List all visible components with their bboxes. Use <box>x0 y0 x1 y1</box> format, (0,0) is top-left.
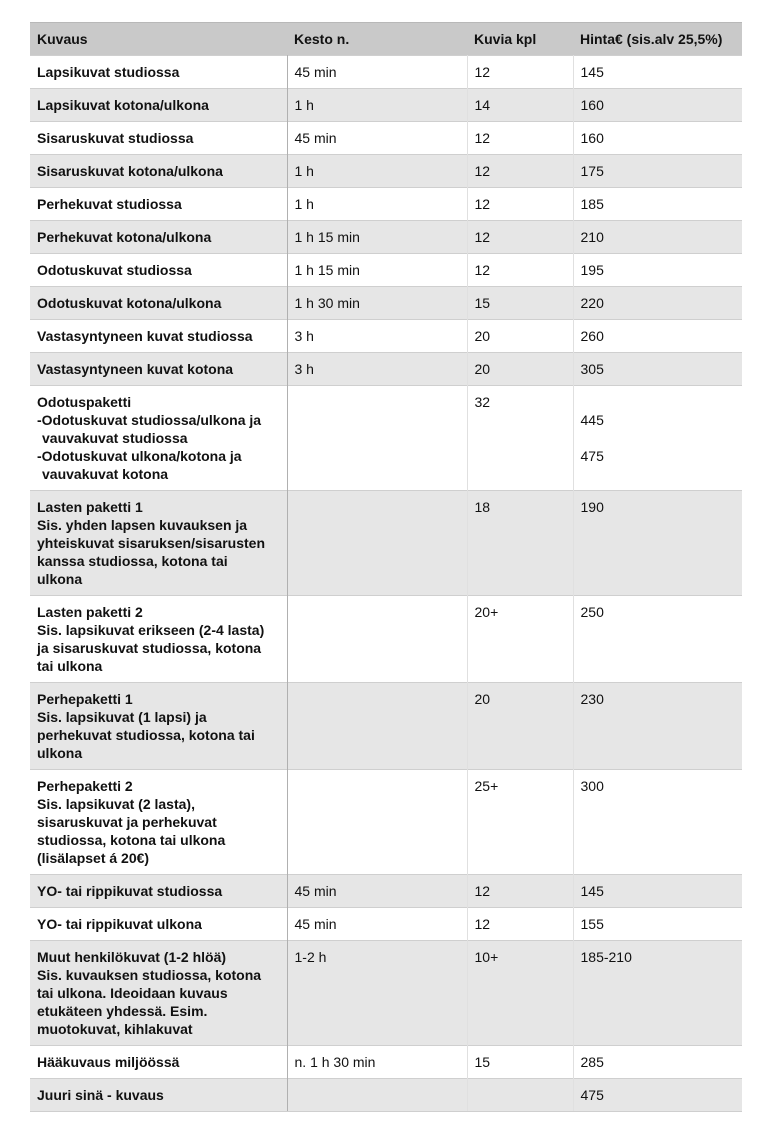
table-row <box>30 287 742 320</box>
table-row <box>30 320 742 353</box>
cell-duration: n. 1 h 30 min <box>287 1046 467 1079</box>
description-line: Vastasyntyneen kuvat studiossa <box>37 328 253 344</box>
cell-duration: 45 min <box>287 908 467 941</box>
price-table <box>30 22 742 1112</box>
cell-price <box>573 155 742 188</box>
price-value: 305 <box>580 361 604 377</box>
description-line: Perhepaketti 2 <box>37 778 133 794</box>
cell-description <box>30 386 287 491</box>
cell-pictures: 15 <box>467 287 573 320</box>
description-line: Perhepaketti 1 <box>37 691 133 707</box>
price-value: 475 <box>580 448 604 464</box>
description-line: etukäteen yhdessä. Esim. <box>37 1003 208 1019</box>
cell-description <box>30 254 287 287</box>
table-row <box>30 122 742 155</box>
description-line: Lasten paketti 2 <box>37 604 143 620</box>
description-line: Perhekuvat kotona/ulkona <box>37 229 212 245</box>
description-line: tai ulkona <box>37 658 103 674</box>
description-line: Juuri sinä - kuvaus <box>37 1087 164 1103</box>
description-line: Muut henkilökuvat (1-2 hlöä) <box>37 949 227 965</box>
description-line: perhekuvat studiossa, kotona tai <box>37 727 255 743</box>
description-line: Sisaruskuvat kotona/ulkona <box>37 163 223 179</box>
price-value: 210 <box>580 229 604 245</box>
table-row <box>30 188 742 221</box>
table-header <box>30 23 742 56</box>
cell-duration: 1-2 h <box>287 941 467 1046</box>
table-row <box>30 155 742 188</box>
price-value: 475 <box>580 1087 604 1103</box>
description-line: Perhekuvat studiossa <box>37 196 182 212</box>
cell-price <box>573 875 742 908</box>
cell-duration: 1 h <box>287 188 467 221</box>
price-value: 260 <box>580 328 604 344</box>
cell-description <box>30 353 287 386</box>
description-line: Odotuspaketti <box>37 394 132 410</box>
cell-duration: 1 h <box>287 89 467 122</box>
header-duration: Kesto n. <box>287 23 467 56</box>
cell-description <box>30 221 287 254</box>
description-line: -Odotuskuvat ulkona/kotona ja <box>37 448 242 464</box>
cell-duration <box>287 1079 467 1112</box>
cell-description <box>30 56 287 89</box>
cell-price <box>573 386 742 491</box>
cell-price <box>573 287 742 320</box>
cell-price <box>573 908 742 941</box>
cell-pictures: 14 <box>467 89 573 122</box>
cell-description <box>30 1046 287 1079</box>
cell-description <box>30 287 287 320</box>
cell-pictures: 12 <box>467 221 573 254</box>
header-description: Kuvaus <box>30 23 287 56</box>
cell-description <box>30 908 287 941</box>
table-row <box>30 221 742 254</box>
price-value: 250 <box>580 604 604 620</box>
table-row <box>30 1079 742 1112</box>
cell-price <box>573 254 742 287</box>
cell-description <box>30 89 287 122</box>
cell-duration <box>287 386 467 491</box>
cell-price <box>573 353 742 386</box>
cell-price <box>573 941 742 1046</box>
cell-description <box>30 1079 287 1112</box>
description-line: Lasten paketti 1 <box>37 499 143 515</box>
description-line: -Odotuskuvat studiossa/ulkona ja <box>37 412 262 428</box>
cell-pictures: 15 <box>467 1046 573 1079</box>
cell-description <box>30 596 287 683</box>
cell-duration: 1 h 30 min <box>287 287 467 320</box>
header-row <box>30 23 742 56</box>
description-line: ja sisaruskuvat studiossa, kotona <box>37 640 262 656</box>
header-pictures: Kuvia kpl <box>467 23 573 56</box>
cell-price <box>573 320 742 353</box>
cell-duration: 1 h <box>287 155 467 188</box>
price-value <box>581 429 736 447</box>
cell-pictures: 18 <box>467 491 573 596</box>
price-value: 175 <box>580 163 604 179</box>
cell-description <box>30 683 287 770</box>
cell-duration: 3 h <box>287 353 467 386</box>
price-value: 145 <box>580 64 604 80</box>
description-line: sisaruskuvat ja perhekuvat <box>37 814 217 830</box>
cell-price <box>573 221 742 254</box>
cell-price <box>573 1079 742 1112</box>
table-row <box>30 908 742 941</box>
cell-price <box>573 596 742 683</box>
cell-description <box>30 941 287 1046</box>
cell-pictures: 12 <box>467 155 573 188</box>
description-line: vauvakuvat studiossa <box>42 430 188 446</box>
cell-pictures: 20 <box>467 683 573 770</box>
cell-duration <box>287 770 467 875</box>
header-price: Hinta€ (sis.alv 25,5%) <box>573 23 742 56</box>
description-line: kanssa studiossa, kotona tai <box>37 553 228 569</box>
cell-pictures: 12 <box>467 122 573 155</box>
description-line: Sis. lapsikuvat (1 lapsi) ja <box>37 709 207 725</box>
cell-pictures: 12 <box>467 254 573 287</box>
table-row <box>30 254 742 287</box>
cell-description <box>30 770 287 875</box>
cell-pictures: 12 <box>467 875 573 908</box>
table-row <box>30 875 742 908</box>
description-line: (lisälapset á 20€) <box>37 850 150 866</box>
cell-duration: 45 min <box>287 122 467 155</box>
table-row <box>30 491 742 596</box>
cell-pictures: 10+ <box>467 941 573 1046</box>
description-line: Sis. lapsikuvat (2 lasta), <box>37 796 195 812</box>
cell-price <box>573 770 742 875</box>
cell-pictures: 25+ <box>467 770 573 875</box>
table-row <box>30 386 742 491</box>
description-line: YO- tai rippikuvat studiossa <box>37 883 223 899</box>
cell-price <box>573 56 742 89</box>
price-value: 145 <box>580 883 604 899</box>
cell-pictures: 20 <box>467 320 573 353</box>
cell-pictures <box>467 1079 573 1112</box>
description-line: Odotuskuvat kotona/ulkona <box>37 295 222 311</box>
table-body <box>30 56 742 1112</box>
price-value: 155 <box>580 916 604 932</box>
description-line: Lapsikuvat kotona/ulkona <box>37 97 209 113</box>
description-line: Hääkuvaus miljöössä <box>37 1054 180 1070</box>
table-row <box>30 1046 742 1079</box>
cell-description <box>30 122 287 155</box>
description-line: studiossa, kotona tai ulkona <box>37 832 226 848</box>
cell-duration <box>287 596 467 683</box>
description-line: ulkona <box>37 571 83 587</box>
cell-price <box>573 491 742 596</box>
price-value: 185-210 <box>580 949 632 965</box>
price-value: 160 <box>580 130 604 146</box>
price-value: 220 <box>580 295 604 311</box>
cell-pictures: 12 <box>467 56 573 89</box>
cell-pictures: 12 <box>467 908 573 941</box>
description-line: Odotuskuvat studiossa <box>37 262 192 278</box>
description-line: Sisaruskuvat studiossa <box>37 130 194 146</box>
cell-price <box>573 188 742 221</box>
description-line: Sis. kuvauksen studiossa, kotona <box>37 967 262 983</box>
price-value: 285 <box>580 1054 604 1070</box>
description-line: vauvakuvat kotona <box>42 466 169 482</box>
cell-price <box>573 1046 742 1079</box>
cell-price <box>573 683 742 770</box>
cell-duration: 1 h 15 min <box>287 221 467 254</box>
cell-price <box>573 89 742 122</box>
price-value: 300 <box>580 778 604 794</box>
cell-duration <box>287 683 467 770</box>
price-value: 190 <box>580 499 604 515</box>
description-line: Sis. lapsikuvat erikseen (2-4 lasta) <box>37 622 265 638</box>
cell-description <box>30 875 287 908</box>
cell-description <box>30 155 287 188</box>
cell-description <box>30 320 287 353</box>
price-value: 185 <box>580 196 604 212</box>
price-value: 230 <box>580 691 604 707</box>
description-line: YO- tai rippikuvat ulkona <box>37 916 202 932</box>
cell-duration: 1 h 15 min <box>287 254 467 287</box>
description-line: Lapsikuvat studiossa <box>37 64 180 80</box>
description-line: Sis. yhden lapsen kuvauksen ja <box>37 517 248 533</box>
cell-price <box>573 122 742 155</box>
cell-duration: 3 h <box>287 320 467 353</box>
cell-duration: 45 min <box>287 875 467 908</box>
table-row <box>30 770 742 875</box>
table-row <box>30 941 742 1046</box>
price-value <box>581 393 736 411</box>
cell-pictures: 12 <box>467 188 573 221</box>
description-line: tai ulkona. Ideoidaan kuvaus <box>37 985 228 1001</box>
price-value: 445 <box>580 412 604 428</box>
table-row <box>30 596 742 683</box>
description-line: yhteiskuvat sisaruksen/sisarusten <box>37 535 266 551</box>
cell-duration <box>287 491 467 596</box>
description-line: muotokuvat, kihlakuvat <box>37 1021 193 1037</box>
price-value: 195 <box>580 262 604 278</box>
table-row <box>30 683 742 770</box>
description-line: ulkona <box>37 745 83 761</box>
table-row <box>30 56 742 89</box>
cell-description <box>30 491 287 596</box>
cell-duration: 45 min <box>287 56 467 89</box>
table-row <box>30 353 742 386</box>
cell-pictures: 20+ <box>467 596 573 683</box>
cell-description <box>30 188 287 221</box>
description-line: Vastasyntyneen kuvat kotona <box>37 361 234 377</box>
cell-pictures: 32 <box>467 386 573 491</box>
cell-pictures: 20 <box>467 353 573 386</box>
price-value: 160 <box>580 97 604 113</box>
table-row <box>30 89 742 122</box>
